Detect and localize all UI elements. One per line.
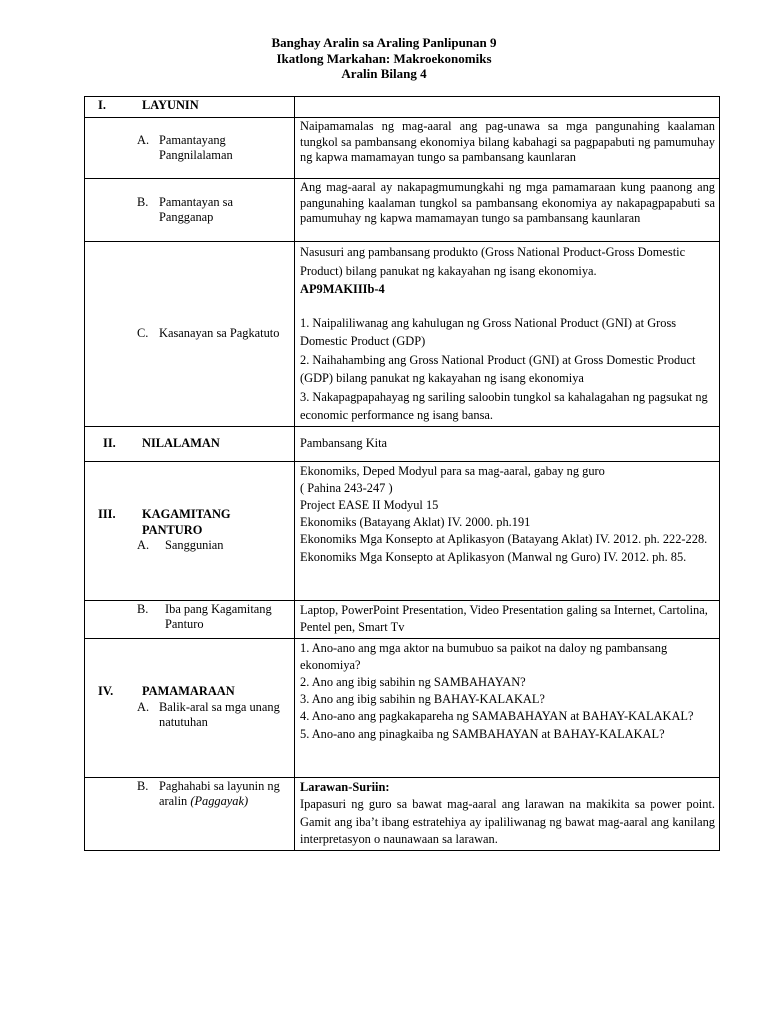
row-content: Naipamamalas ng mag-aaral ang pag-unawa sa mga pangunahing kaalaman tungkol sa pambansang ekonomiya bilang kabahagi sa pagpapabuti ng pamumuhay ng kapwa mamamayan tungo sa pambansang kaunlaran [295,118,720,179]
row-pamantayang-pangnilalaman: A. Pamantayang Pangnilalaman Naipamamalas ng mag-aaral ang pag-unawa sa mga pangunahing kaalaman tungkol sa pambansang ekonomiya bilang kabahagi sa pagpapabuti ng pamumuhay ng kapwa mamamayan tungo sa pambansang kaunlaran [85,118,720,179]
row-pamamaraan: IV. PAMAMARAAN A. Balik-aral sa mga unang natutuhan 1. Ano-ano ang mga aktor na bumubuo sa paikot na daloy ng pambansang ekonomiya? 2. Ano ang ibig sabihin ng SAMBAHAYAN? 3. Ano ang ibig sabihin ng BAHAY-KALAKAL? 4. Ano-ano ang pagkakapareha ng SAMABAHAYAN at BAHAY-KALAKAL? 5. Ano-ano ang pinagkaiba ng SAMBAHAYAN at BAHAY-KALAKAL? [85,638,720,777]
row-kagamitang-panturo: III. KAGAMITANG PANTURO A. Sanggunian Ekonomiks, Deped Modyul para sa mag-aaral, gabay ng guro ( Pahina 243-247 ) Project EASE II Modyul 15 Ekonomiks (Batayang Aklat) IV. 2000. ph.191 Ekonomiks Mga Konsepto at Aplikasyon (Batayang Aklat) IV. 2012. ph. 222-228. Ekonomiks Mga Konsepto at Aplikasyon (Manwal ng Guro) IV. 2012. ph. 85. [85,461,720,600]
row-label: Sanggunian [165,538,224,553]
row-label: Kasanayan sa Pagkatuto [159,326,280,340]
row-nilalaman [85,426,720,461]
row-content: Ang mag-aaral ay nakapagmumungkahi ng mga pamamaraan kung paanong ang pangunahing kaalaman tungkol sa pambansang ekonomiya ay nakapagpapabuti sa pamumuhay ng kapwa mamamayan tungo sa pambansang kaunlaran [295,179,720,242]
row-label-italic: (Paggayak) [190,794,249,808]
review-question: 5. Ano-ano ang pinagkaiba ng SAMBAHAYAN at BAHAY-KALAKAL? [300,726,665,741]
reference-item: Ekonomiks (Batayang Aklat) IV. 2000. ph.191 [300,515,531,530]
row-label: Pamantayang Pangnilalaman [159,132,233,162]
header-lesson-number: Aralin Bilang 4 [341,66,427,81]
reference-item: Ekonomiks, Deped Modyul para sa mag-aaral, gabay ng guro [300,463,605,478]
activity-text: Ipapasuri ng guro sa bawat mag-aaral ang larawan na makikita sa power point. Gamit ang iba’t ibang estratehiya ay ipaliliwanag ng bawat mag-aaral ang kanilang interpretasyon o naunawaan sa larawan. [300,797,715,846]
competency-intro: Nasusuri ang pambansang produkto (Gross National Product-Gross Domestic Product) bilang panukat ng kakayahan ng isang ekonomiya. [300,245,686,278]
document-header [0,35,768,82]
lesson-plan-table [84,96,720,851]
row-content: Laptop, PowerPoint Presentation, Video Presentation galing sa Internet, Cartolina, Pentel pen, Smart Tv [295,600,720,638]
section-title: PAMAMARAAN [142,684,235,699]
section-title: LAYUNIN [142,98,199,112]
row-kasanayan-sa-pagkatuto: C. Kasanayan sa Pagkatuto Nasusuri ang pambansang produkto (Gross National Product-Gross Domestic Product) bilang panukat ng kakayahan ng isang ekonomiya. AP9MAKIIIb-4 1. Naipaliliwanag ang kahulugan ng Gross National Product (GNI) at Gross Domestic Product (GDP) 2. Naihahambing ang Gross National Product (GNI) at Gross Domestic Product (GDP) bilang panukat ng kakayahan ng isang ekonomiya 3. Nakapagpapahayag ng sariling saloobin tungkol sa kahalagahan ng pagsukat ng economic performance ng isang bansa. [85,242,720,427]
row-pamantayan-sa-pangganap: B. Pamantayan sa Pangganap Ang mag-aaral ay nakapagmumungkahi ng mga pamamaraan kung paanong ang pangunahing kaalaman tungkol sa pambansang ekonomiya ay nakapagpapabuti sa pamumuhay ng kapwa mamamayan tungo sa pambansang kaunlaran [85,179,720,242]
objective-item: 2. Naihahambing ang Gross National Product (GNI) at Gross Domestic Product (GDP) bilang panukat ng kakayahan ng isang ekonomiya [300,352,696,385]
reference-item: Ekonomiks Mga Konsepto at Aplikasyon (Manwal ng Guro) IV. 2012. ph. 85. [300,549,687,564]
row-layunin [85,97,720,118]
section-title: KAGAMITANG PANTURO [142,507,231,537]
header-quarter: Ikatlong Markahan: Makroekonomiks [276,50,492,66]
review-question: 2. Ano ang ibig sabihin ng SAMBAHAYAN? [300,674,526,689]
reference-item: Project EASE II Modyul 15 [300,497,439,512]
row-content: Pambansang Kita [295,426,720,461]
header-title: Banghay Aralin sa Araling Panlipunan 9 [271,35,497,50]
row-label: Pamantayan sa Pangganap [159,194,233,224]
objective-item: 1. Naipaliliwanag ang kahulugan ng Gross National Product (GNI) at Gross Domestic Product (GDP) [300,315,677,348]
row-label: Paghahabi sa layunin ng aralin [159,778,280,808]
section-kagamitang-panturo: III. KAGAMITANG PANTURO [90,507,290,538]
row-iba-pang-kagamitan: B. Iba pang Kagamitang Panturo Laptop, PowerPoint Presentation, Video Presentation galing sa Internet, Cartolina, Pentel pen, Smart Tv [85,600,720,638]
activity-heading: Larawan-Suriin: [300,779,390,794]
competency-code: AP9MAKIIIb-4 [300,282,385,296]
row-label: Balik-aral sa mga unang natutuhan [159,699,280,730]
review-question: 1. Ano-ano ang mga aktor na bumubuo sa paikot na daloy ng pambansang ekonomiya? [300,640,668,672]
section-layunin: I. LAYUNIN [98,98,199,112]
row-paghahabi-sa-layunin: B. Paghahabi sa layunin ng aralin (Paggayak) Larawan-Suriin: Ipapasuri ng guro sa bawat mag-aaral ang larawan na makikita sa power point. Gamit ang iba’t ibang estratehiya ay ipaliliwanag ng bawat mag-aaral ang kanilang interpretasyon o naunawaan sa larawan. [85,777,720,850]
section-nilalaman: II. NILALAMAN [103,435,220,450]
row-label: Iba pang Kagamitang Panturo [165,601,272,631]
section-pamamaraan: IV. PAMAMARAAN [98,684,235,699]
reference-item: Ekonomiks Mga Konsepto at Aplikasyon (Batayang Aklat) IV. 2012. ph. 222-228. [300,532,708,547]
review-question: 3. Ano ang ibig sabihin ng BAHAY-KALAKAL? [300,692,545,707]
review-question: 4. Ano-ano ang pagkakapareha ng SAMABAHAYAN at BAHAY-KALAKAL? [300,709,694,724]
objective-item: 3. Nakapagpapahayag ng sariling saloobin tungkol sa kahalagahan ng pagsukat ng economic performance ng isang bansa. [300,389,708,422]
reference-item: ( Pahina 243-247 ) [300,480,393,495]
section-title: NILALAMAN [142,435,220,450]
